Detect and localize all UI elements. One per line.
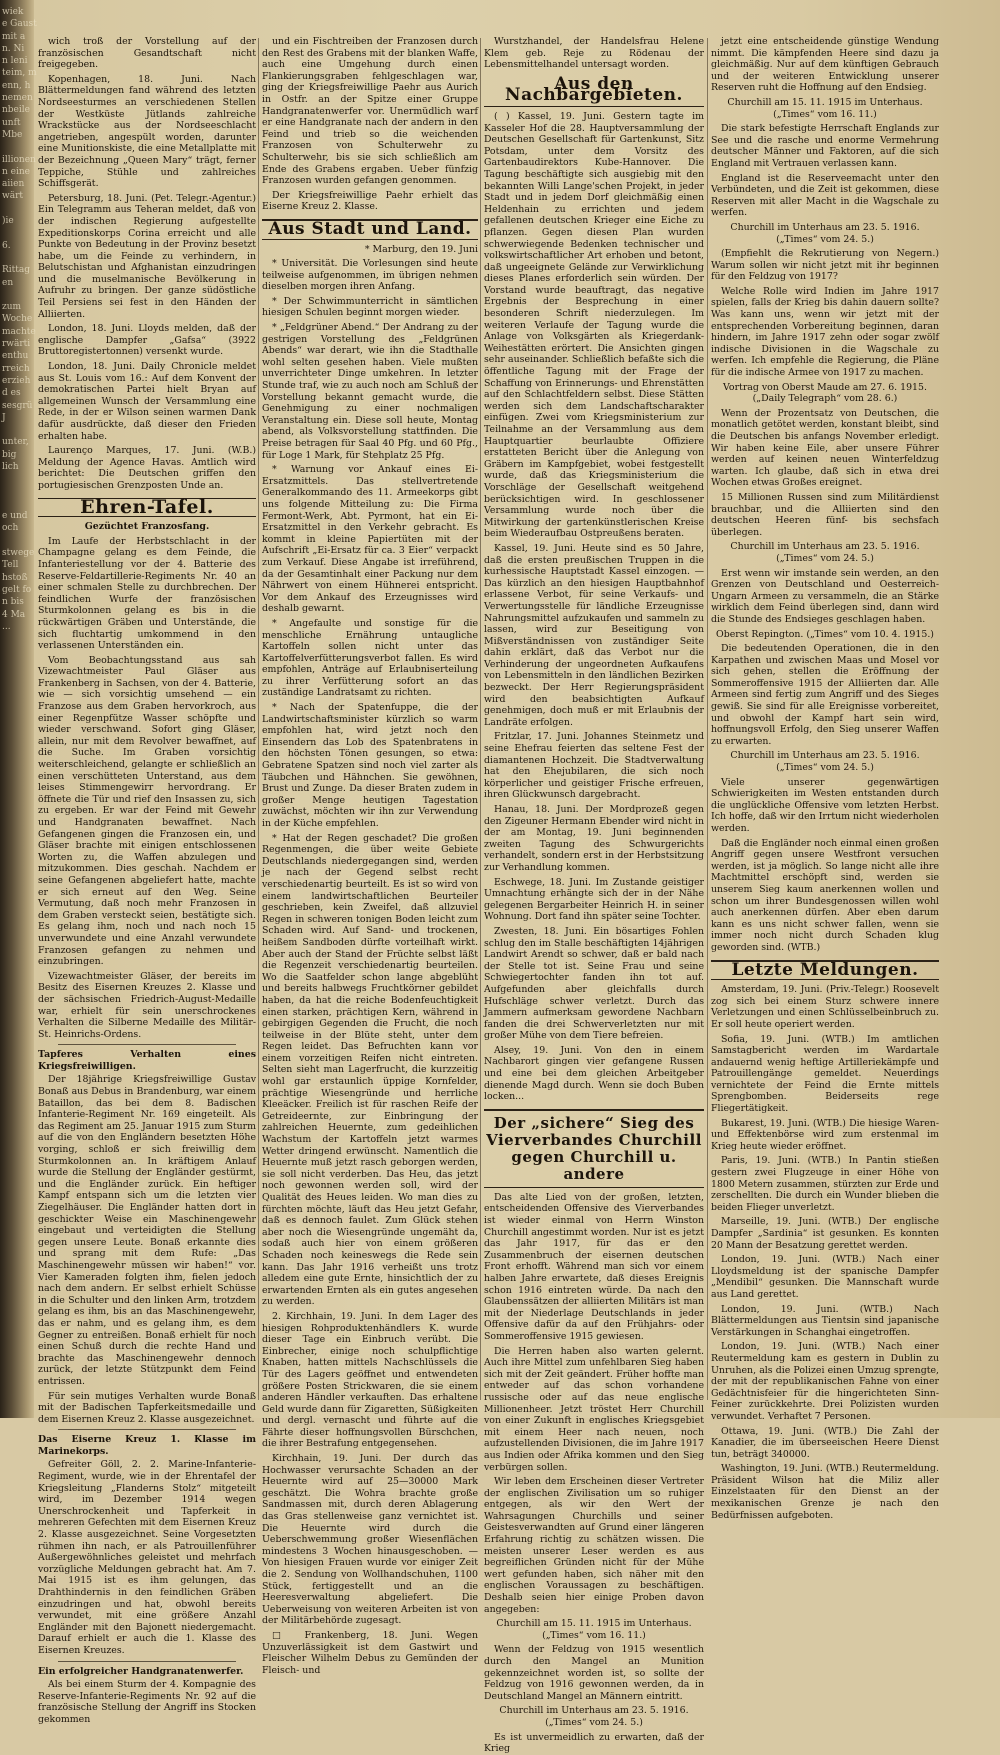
paragraph: * „Feldgrüner Abend.“ Der Andrang zu der gestrigen Vorstellung des „Feldgrünen Abends“ war derart, wie ihn die Stadthalle wohl selten gesehen haben. Viele mußten unverrichteter Dinge umkehren. In letzter Stunde traf, wie zu auch noch am Schluß der Vorstellung bekannt gemacht wurde, die Genehmigung zu einer nochmaligen Veranstaltung ein. Diese soll heute, Montag abend, als Volksvorstellung stattfinden. Die Preise betragen für Saal 40 Pfg. und 60 Pfg., für Loge 1 Mark, für Stehplatz 25 Pfg.	[262, 322, 478, 461]
paragraph: Wenn der Feldzug von 1915 wesentlich durch den Mangel an Munition gekennzeichnet worden ist, so sollte der Feldzug von 1916 gewonnen werden, da in Deutschland Mangel an Männern eintritt.	[484, 1644, 704, 1702]
paragraph: Der 18jährige Kriegsfreiwillige Gustav Bonaß aus Debus in Brandenburg, war einem Bataillon, das bei dem 8. Badischen Infanterie-Regiment Nr. 169 eingeteilt. Als das Regiment am 25. Januar 1915 zum Sturm auf die von den Engländern besetzten Höhe vorging, schloß er sich freiwillig dem Sturmkolonnen an. In kräftigem Anlauf wurde die Stellung der Engländer gestürmt, und die Engländer zurück. Ein heftiger Kampf entspann sich um die letzten vier Ziegelhäuser. Die Engländer hatten dort in geschickter Weise ein Maschinengewehr eingebaut und verteidigten die Stellung gegen unsere Leute. Bonaß erkannte dies und sprang mit dem Rufe: „Das Maschinengewehr müssen wir haben!“ vor. Vier Kameraden folgten ihm, fielen jedoch nach dem andern. Er selbst erhielt Schüsse in die Schulter und den linken Arm, trotzdem gelang es ihm, bis an das Maschinengewehr, das er nahm, und es gelang ihm, es dem Gegner zu entreißen. Bonaß erhielt für noch einen Schuß durch die rechte Hand und brachte das Maschinengewehr dennoch zurück, der letzte Stützpunkt dem Feind entrissen.	[38, 1074, 256, 1387]
paragraph: Paris, 19. Juni. (WTB.) In Pantin stießen gestern zwei Flugzeuge in einer Höhe von 1800 Metern zusammen, stürzten zur Erde und zerschellten. Die durch ein Wunder blieben die beiden Flieger unverletzt.	[711, 1155, 939, 1213]
paragraph: Die bedeutenden Operationen, die in den Karpathen und zwischen Maas und Mosel vor sich gehen, stellen die Eröffnung der Sommeroffensive 1915 der Alliierten dar. Alle Armeen sind fertig zum Angriff und des Sieges gewiß. Sie sind für alle Ereignisse vorbereitet, und obwohl der Kampf hart sein wird, hoffnungsvoll Erfolg, den Sieg unserer Waffen zu erwarten.	[711, 643, 939, 747]
paragraph: Die stark befestigte Herrschaft Englands zur See und die rasche und enorme Vermehrung deutscher Männer und Faktoren, auf die sich England mit Vertrauen verlassen kann.	[711, 123, 939, 169]
ehren-subheading: Gezüchtet Franzosfang.	[84, 521, 210, 533]
paragraph: Churchill am 15. 11. 1915 im Unterhaus. („Times“ vom 16. 11.)	[496, 1618, 692, 1641]
paragraph: Churchill am 15. 11. 1915 im Unterhaus. („Times“ vom 16. 11.)	[727, 96, 923, 120]
gutter-text: wiek e Gaust mit a n. Ni n leni teim, m enn, h nemen nbeile unft Mbe illionen n eine aiien wärt )ie 6. Rittag en zum Woche machte rwärti enthu rreich erzieh d es sesgrü J unter, big lich e und och stwege Tell hstoß gelt fo n bis 4 Ma ...	[2, 7, 37, 632]
paragraph: 2. Kirchhain, 19. Juni. In dem Lager des hiesigen Rohproduktenhändlers K. wurde dieser Tage ein Einbruch verübt. Die Einbrecher, einige noch schulpflichtige Knaben, hatten mittels Nachschlüssels die Tür des Lagers geöffnet und entwendeten größere Posten Strickwaren, die sie einem anderen Händler verkauften. Das erhaltene Geld wurde dann für Zigaretten, Süßigkeiten und dergl. vernascht und führte auf die Fährte dieser hoffnungsvollen Bürschchen, die ihrer Bestrafung entgegensehen.	[262, 1310, 478, 1450]
paragraph: * Angefaulte und sonstige für die menschliche Ernährung untaugliche Kartoffeln sollen nicht unter das Kartoffelverfütterungsverbot fallen. Es wird empfohlen, Anträge auf Erlaubniserteilung zu ihrer Verfütterung sofort an das zuständige Landratsamt zu richten.	[262, 617, 478, 699]
divider	[58, 1661, 236, 1662]
section-heading: Tapferes Verhalten eines Kriegsfreiwilligen.	[38, 1049, 256, 1072]
paragraph: * Warnung vor Ankauf eines Ei-Ersatzmittels. Das stellvertretende Generalkommando des 11. Armeekorps gibt uns folgende Mitteilung zu: Die Firma Fermont-Werk, Abt. Pyrmont, hat ein Ei-Ersatzmittel in den Verkehr gebracht. Es kommt in kleine Papiertüten mit der Aufschrift „Ei-Ersatz für ca. 3 Eier“ verpackt zum Verkauf. Diese Angabe ist irreführend, da der Gesamtinhalt einer Packung nur dem Nährwert von einem Hühnerei entspricht. Vor dem Ankauf des Erzeugnisses wird deshalb gewarnt.	[262, 464, 478, 615]
paragraph: ( ) Kassel, 19. Juni. Gestern tagte im Kasseler Hof die 28. Hauptversammlung der Deutschen Gesellschaft für Gartenkunst, Sitz Potsdam, unter dem Vorsitz des Gartenbaudirektors Kube-Hannover. Die Tagung beschäftigte sich ausgiebig mit den bekannten Willi Lange'schen Projekt, in jeder Stadt und in jedem Dorf gleichmäßig einen Heldenhain zu errichten und jedem gefallenen deutschen Krieger eine Eiche zu pflanzen. Gegen diesen Plan wurden schwerwiegende Bedenken technischer und volkswirtschaftlicher Art erhoben und betont, daß ungeeignete Gelände zur Verwirklichung dieses Planes erforderlich sein würden. Der Vorstand wurde beauftragt, das negative Ergebnis der Besprechung in einer besonderen Schrift niederzulegen. Im weiteren Verlaufe der Tagung wurde die Anlage von Volksgärten als Kriegerdank-Weihestätten erörtert. Die Ansichten gingen sehr auseinander. Schließlich befaßte sich die öffentliche Tagung mit der Frage der Schaffung von Erinnerungs- und Ehrenstätten auf den Schlachtfeldern selbst. Diese Stätten werden sich dem Landschaftscharakter einfügen. Zwei vom Kriegsministerium zur Teilnahme an der Versammlung aus dem Hauptquartier beurlaubte Offiziere erstatteten Bericht über die Anlegung von Gräbern im Kampfgebiet, wobei festgestellt wurde, daß das Kriegsministerium die Vorschläge der Gesellschaft weitgehend berücksichtigen wird. In geschlossener Versammlung wurde noch über die Mitwirkung der gartenkünstlerischen Kreise beim Wiederaufbau Ostpreußens beraten.	[484, 110, 704, 540]
paragraph: Petersburg, 18. Juni. (Pet. Telegr.-Agentur.) Ein Telegramm aus Teheran meldet, daß von der indischen Regierung aufgestellte Expeditionskorps Corina erreicht und alle Punkte von Bedeutung in der Provinz besetzt habe, um die Feinde zu verhindern, in Belutschistan und Afghanistan einzudringen und die muselmanische Bevölkerung in Aufruhr zu bringen. Der ganze südöstliche Teil Persiens sei fest in den Händen der Alliierten.	[38, 192, 256, 320]
paragraph: * Der Schwimmunterricht in sämtlichen hiesigen Schulen beginnt morgen wieder.	[262, 295, 478, 319]
column-4	[711, 36, 939, 1521]
ehren-tafel-heading: Ehren-Tafel.	[38, 498, 256, 518]
paragraph: Es ist unvermeidlich zu erwarten, daß der Krieg	[484, 1731, 704, 1755]
letzte-body	[711, 984, 939, 1521]
paragraph: Churchill im Unterhaus am 23. 5. 1916. („Times“ vom 24. 5.)	[499, 1705, 689, 1728]
ehren-body	[38, 536, 256, 1041]
left-gutter-fragment	[0, 0, 37, 1418]
paragraph: Viele unserer gegenwärtigen Schwierigkeiten im Westen entstanden durch die unglückliche Offensive vom letzten Herbst. Ich hoffe, daß wir den Irrtum nicht wiederholen werden.	[711, 776, 939, 834]
paragraph: Kopenhagen, 18. Juni. Nach Blättermeldungen fand während des letzten Nordseesturmes an verschiedenen Stellen der Westküste Jütlands zahlreiche Wrackstücke aus der Nordseeschlacht angetrieben, angespült worden, darunter eine Munitionskiste, die eine Metallplatte mit der Bezeichnung „Queen Mary“ trägt, ferner Teppiche, Stühle und zahlreiches Schiffsgerät.	[38, 73, 256, 190]
section-body	[38, 1459, 256, 1656]
paragraph: Bukarest, 19. Juni. (WTB.) Die hiesige Waren- und Effektenbörse wird zum erstenmal im Krieg heute wieder eröffnet.	[711, 1117, 939, 1152]
section-heading: Das Eiserne Kreuz 1. Klasse im Marinekorps.	[38, 1434, 256, 1457]
paragraph: London, 18. Juni. Daily Chronicle meldet aus St. Louis vom 16.: Auf dem Konvent der demokratischen Partei hielt Bryan auf allgemeinen Wunsch der Versammlung eine Rede, in der er Wilson seinen warmen Dank dafür ausdrückte, daß dieser den Frieden erhalten habe.	[38, 361, 256, 442]
paragraph: Die Herren haben also warten gelernt. Auch ihre Mittel zum unfehlbaren Sieg haben sich mit der Zeit geändert. Früher hoffte man entweder auf das schon vorhandene russische oder auf das neue englische Millionenheer. Jetzt tröstet Herr Churchill von einer Zukunft in englisches Kriegsgebiet mit einem Heer nach neuen, noch aufzustellenden Divisionen, die im Jahre 1917 aus Indien oder Afrika kommen und den Sieg verbürgen sollen.	[484, 1345, 704, 1473]
col1-top-news	[38, 36, 256, 492]
paragraph: Gefreiter Göll, 2. 2. Marine-Infanterie-Regiment, wurde, wie in der Ehrentafel der Kriegsleitung „Flanderns Stolz“ mitgeteilt wird, im Dezember 1914 wegen Unerschrockenheit und Tapferkeit in mehreren Gefechten mit dem Eisernen Kreuz 2. Klasse ausgezeichnet. Seine Vorgesetzten rühmen ihn nach, er als Patrouillenführer Außergewöhnliches geleistet und mehrfach vorzügliche Meldungen gebracht hat. Am 7. Mai 1915 ist es ihm gelungen, das Drahthindernis in den feindlichen Gräben einzudringen und hat, obwohl bereits verwundet, mit eine größere Anzahl Engländer mit den Bajonett niedergemacht. Darauf erhielt er auch die 1. Klasse des Eisernen Kreuzes.	[38, 1459, 256, 1656]
paragraph: Der Kriegsfreiwillige Paehr erhielt das Eiserne Kreuz 2. Klasse.	[262, 189, 478, 213]
stadt-body	[262, 258, 478, 1308]
paragraph: Washington, 19. Juni. (WTB.) Reutermeldung. Präsident Wilson hat die Miliz aller Einzelstaaten für den Dienst an der mexikanischen Grenze je nach den Bedürfnissen aufgeboten.	[711, 1463, 939, 1521]
paragraph: Vizewachtmeister Gläser, der bereits im Besitz des Eisernen Kreuzes 2. Klasse und der sächsischen Friedrich-August-Medaille war, erhielt für sein unerschrockenes Verhalten die Silberne Medaille des Militär-St. Heinrichs-Ordens.	[38, 970, 256, 1040]
column-1	[38, 36, 256, 1725]
paragraph: Kirchhain, 19. Juni. Der durch das Hochwasser verursachte Schaden an der Heuernte wird auf 25—30000 Mark geschätzt. Die Wohra brachte große Sandmassen mit, durch deren Ablagerung das Gras stellenweise ganz vernichtet ist. Die Heuernte wird durch die Ueberschwemmung großer Wiesenflächen mindestens 3 Wochen hinausgeschoben. — Von hiesigen Frauen wurde vor einiger Zeit die 2. Sendung von Wollhandschuhen, 1100 Stück, fertiggestellt und an die Heeresverwaltung abgeliefert. Die Ueberweisung von weiteren Arbeiten ist von der Militärbehörde zugesagt.	[262, 1453, 478, 1627]
paragraph: Churchill im Unterhaus am 23. 5. 1916. („Times“ vom 24. 5.)	[730, 221, 920, 245]
paragraph: Wurstzhandel, der Handelsfrau Helene Klem geb. Reje zu Rödenau der Lebensmittelhandel untersagt worden.	[484, 36, 704, 71]
paragraph: Wenn der Prozentsatz von Deutschen, die monatlich getötet werden, konstant bleibt, sind die Deutschen bis anfangs November erledigt. Wir haben keine Eile, aber unsere Führer werden auf keinen neuen Winterfeldzug warten. Ich glaube, daß sich in etwa drei Wochen etwas Großes ereignet.	[711, 407, 939, 489]
paragraph: Für sein mutiges Verhalten wurde Bonaß mit der Badischen Tapferkeitsmedaille und dem Eisernen Kreuz 2. Klasse ausgezeichnet.	[38, 1390, 256, 1425]
kirch-body	[262, 1311, 478, 1676]
paragraph: Alsey, 19. Juni. Von den in einem Nachbarort gingen vier gefangene Russen und eine bei dem gleichen Arbeitgeber dienende Magd durch. Wenn sie doch Buben locken...	[484, 1044, 704, 1103]
paragraph: Welche Rolle wird Indien im Jahre 1917 spielen, falls der Krieg bis dahin dauern sollte? Was kann uns, wenn wir jetzt mit der entsprechenden Vorbereitung beginnen, daran hindern, im Jahre 1917 zehn oder sogar zwölf indische Divisionen in die Wagschale zu werfen. Ich empfehle die Regierung, die Pläne für die indische Armee von 1917 zu machen.	[711, 285, 939, 379]
paragraph: Ottawa, 19. Juni. (WTB.) Die Zahl der Kanadier, die im überseeischen Heere Dienst tun, beträgt 340000.	[711, 1425, 939, 1460]
paragraph: England ist die Reserveemacht unter den Verbündeten, und die Zeit ist gekommen, diese Reserven mit aller Macht in die Wagschale zu werfen.	[711, 172, 939, 219]
paragraph: (Empfiehlt die Rekrutierung von Negern.) Warum sollen wir nicht jetzt mit ihr beginnen für den Feldzug von 1917?	[711, 248, 939, 283]
paragraph: Hanau, 18. Juni. Der Mordprozeß gegen den Zigeuner Hermann Ebender wird nicht in der am Montag, 19. Juni beginnenden zweiten Tagung des Schwurgerichts verhandelt, sondern erst in der Herbstsitzung zur Verhandlung kommen.	[484, 804, 704, 873]
paragraph: Das alte Lied von der großen, letzten, entscheidenden Offensive des Vierverbandes ist wieder einmal von Herrn Winston Churchill angestimmt worden. Nur ist es jetzt das Jahr 1917, für das er den Zusammenbruch der eisernen deutschen Front erhofft. Während man sich vor einem halben Jahre erwartete, daß dieses Ereignis schon 1916 eintreten würde. Da nach den Glaubenssätzen der alliierten Militärs ist man mit der Niederlage Deutschlands in jeder Offensive dafür da auf den Frühjahrs- oder Sommeroffensive 1915 gewiesen.	[484, 1191, 704, 1342]
nachbargebiete-heading: Aus den Nachbargebieten.	[484, 77, 704, 107]
paragraph: Vortrag von Oberst Maude am 27. 6. 1915. („Daily Telegraph“ vom 28. 6.)	[723, 381, 927, 405]
paragraph: Oberst Repington. („Times“ vom 10. 4. 1915.)	[716, 628, 934, 640]
section-heading: Ein erfolgreicher Handgranatenwerfer.	[38, 1665, 244, 1677]
column-rule	[707, 38, 708, 1400]
paragraph: Sofia, 19. Juni. (WTB.) Im amtlichen Samstagbericht werden im Wardartale andauernd wenig heftige Artilleriekämpfe und Patrouillengänge gemeldet. Neuerdings vernichtete der Feind die Ernte mittels Sprengbomben. Beiderseits rege Fliegertätigkeit.	[711, 1033, 939, 1115]
col3-top-news	[484, 36, 704, 71]
paragraph: □ Frankenberg, 18. Juni. Wegen Unzuverlässigkeit ist dem Gastwirt und Fleischer Wilhelm Debus zu Gemünden der Fleisch- und	[262, 1629, 478, 1676]
section-body	[38, 1074, 256, 1425]
paragraph: London, 18. Juni. Lloyds melden, daß der englische Dampfer „Gafsa“ (3922 Bruttoregistertonnen) versenkt wurde.	[38, 323, 256, 358]
column-3	[484, 36, 704, 1755]
paragraph: Laurenço Marques, 17. Juni. (W.B.) Meldung der Agence Havas. Amtlich wird berichtet: Die Deutschen griffen den portugiesischen Grenzposten Unde an.	[38, 445, 256, 491]
paragraph: Kassel, 19. Juni. Heute sind es 50 Jahre, daß die ersten preußischen Truppen in die kurhessische Hauptstadt Kassel einzogen. — Das kürzlich an den hiesigen Hauptbahnhof erlassene Verbot, für seine Verkaufs- und Verwertungsstelle für ländliche Erzeugnisse Nahrungsmittel aufzukaufen und sammeln zu lassen, wird zur Beseitigung von Mißverständnissen von zuständiger Seite dahin erklärt, daß das Verbot nur die Verhinderung der ungeordneten Aufkaufens von Lebensmitteln in den ländlichen Bezirken bezweckt. Der Herr Regierungspräsident wird den beabsichtigten Aufkauf genehmigen, doch muß er mit Erlaubnis der Landräte erfolgen.	[484, 542, 704, 728]
paragraph: London, 19. Juni. (WTB.) Nach Blättermeldungen aus Tientsin sind japanische Verstärkungen in Schanghai eingetroffen.	[711, 1303, 939, 1338]
paragraph: Fritzlar, 17. Juni. Johannes Steinmetz und seine Ehefrau feierten das seltene Fest der diamantenen Hochzeit. Die Stadtverwaltung hat den Ehejubilaren, die sich noch körperlicher und geistiger Frische erfreuen, ihren Glückwunsch dargebracht.	[484, 731, 704, 801]
paragraph: * Hat der Regen geschadet? Die großen Regenmengen, die über weite Gebiete Deutschlands niedergegangen sind, werden je nach der Gegend selbst recht verschiedenartig beurteilt. Es ist so wird von einem landwirtschaftlichen Beurteiler geschrieben, kein Zweifel, daß allzuviel Regen in schweren tonigen Boden leicht zum Schaden wird. Auf Sand- und trockenen, heißem Sandboden dürfte vorteilhaft wirkt. Aber auch der Stand der Früchte selbst läßt die Regenzeit verschiedenartig beurteilen. Wo die Saatfelder schon lange abgeblüht und bereits halbwegs Fruchtkörner gebildet haben, da hat die reiche Bodenfeuchtigkeit einen starken, prächtigen Kern, während in gebirgigen Gegenden die Frucht, die noch teilweise in der Blüte steht, unter dem Regen leidet. Das Befruchten kann vor einem vorzeitigen Reifen nicht eintreten. Selten sieht man Lagerfrucht, die kurzzeitig wohl gar erstaunlich üppige Kornfelder, prächtige Wiesengründe und herrliche Kleeäcker. Freilich ist für raschen Reife der Getreideernte, zur Einbringung der zahlreichen Heuernte, zum gedeihlichen Wachstum der Kartoffeln jetzt warmes Wetter dringend erwünscht. Namentlich die Heuernte muß jetzt rasch geborgen werden, sie soll nicht verderben. Das Heu, das jetzt noch gewonnen werden soll, wird der Qualität des Heues leiden. Wo man dies zu fürchten möchte, läuft das Heu jetzt Gefahr, daß es dennoch faulet. Zum Glück stehen aber noch die Wiesengründe ungemäht da, sodaß auch hier von einem größeren Schaden noch keineswegs die Rede sein kann. Das Jahr 1916 verheißt uns trotz alledem eine gute Ernte, hinsichtlich der zu erwartenden Ernten als ein gutes angesehen zu werden.	[262, 832, 478, 1308]
letzte-meldungen-heading: Letzte Meldungen.	[711, 960, 939, 981]
paragraph: London, 19. Juni. (WTB.) Nach einer Reutermeldung kam es gestern in Dublin zu Unruhen, als die Polizei einen Umzug sprengte, der mit der republikanischen Fahne von einer Gedächtnisfeier für die hingerichteten Sinn-Feiner zurückkehrte. Drei Polizisten wurden verwundet. Verhaftet 7 Personen.	[711, 1341, 939, 1422]
sieg-heading: Der „sichere“ Sieg des Vierverbandes Churchill gegen Churchill u. andere	[484, 1109, 704, 1188]
col4-top	[711, 36, 939, 954]
column-2	[262, 36, 478, 1676]
paragraph: wich troß der Vorstellung auf der französischen Gesandtschaft nicht freigegeben.	[38, 36, 256, 71]
divider	[58, 1429, 236, 1430]
paragraph: * Nach der Spatenfuppe, die der Landwirtschaftsminister kürzlich so warm empfohlen hat, wird jetzt noch den Einsendern das Lob des Spatenbratens in den höchsten Tönen gesungen, so etwa: Gebratene Spatzen sind noch viel zarter als Täubchen und Hähnchen. Sie gewöhnen, Brust und Zunge. Da dieser Braten zudem in großer Menge heutigen Tagestation zuwächst, möchten wir ihn zur Verwendung in der Küche empfehlen.	[262, 702, 478, 829]
section-body	[38, 1679, 256, 1725]
paragraph: Vom Beobachtungsstand aus sah Vizewachtmeister Paul Gläser aus Frankenberg in Sachsen, von der 4. Batterie, wie — sich vorsichtig umsehend — ein Franzose aus dem Graben hervorkroch, aus einer Regenpfütze Wasser schöpfte und wieder verschwand. Sofort ging Gläser, allein, nur mit dem Revolver bewaffnet, auf die Suche. Im Graben vorsichtig weiterschleichend, gelangte er schließlich an einen verschütteten Unterstand, aus dem leises Stimmengewirr hervordrang. Er öffnete die Tür und rief den Insassen zu, sich zu ergeben. Er war der Feind mit Gewehr und Handgranaten bewaffnet. Nach Gefangenen gingen die Franzosen ein, und Gläser brachte mit einigen entschlossenen Worten zu, die Waffen abzulegen und mitzukommen. Dies geschah. Nachdem er seine Gefangenen abgeliefert hatte, machte er sich erneut auf den Weg. Seine Vermutung, daß noch mehr Franzosen in dem Graben versteckt seien, bestätigte sich. Es gelang ihm, noch und nach noch 15 unverwundete und eine Anzahl verwundete Franzosen gefangen zu nehmen und einzubringen.	[38, 654, 256, 968]
column-rule	[258, 38, 259, 1400]
paragraph: * Universität. Die Vorlesungen sind heute teilweise aufgenommen, im übrigen nehmen dieselben morgen ihren Anfang.	[262, 258, 478, 293]
paragraph: Als bei einem Sturm der 4. Kompagnie des Reserve-Infanterie-Regiments Nr. 92 auf die französische Stellung der Angriff ins Stocken gekommen	[38, 1679, 256, 1725]
paragraph: und ein Fischtreiben der Franzosen durch den Rest des Grabens mit der blanken Waffe, auch eine Umgehung durch einen Flankierungsgraben fehlgeschlagen war, ging der Kriegsfreiwillige Paehr aus Aurich in Ostfr. an der Spitze einer Gruppe Handgranatenwerfer vor. Unermüdlich warf er eine Handgranate nach der andern in den Feind und trieb so die weichenden Franzosen von Schulterwehr zu Schulterwehr, bis sie sich schließlich am Ende des Grabens ergaben. Ueber fünfzig Franzosen wurden gefangen genommen.	[262, 36, 478, 187]
paragraph: Daß die Engländer noch einmal einen großen Angriff gegen unsere Westfront versuchen werden, ist ja möglich. So lange nicht alle ihre Machtmittel erschöpft sind, werden sie unserem Sieg kaum anerkennen wollen und schon um ihrer Bundesgenossen willen wohl auch anerkennen dürfen. Aber eben darum kann es uns nicht schwer fallen, wenn sie immer noch nicht durch Schaden klug geworden sind. (WTB.)	[711, 837, 939, 953]
stadt-land-heading: Aus Stadt und Land.	[262, 219, 478, 240]
paragraph: Erst wenn wir imstande sein werden, an den Grenzen von Deutschland und Oesterreich-Ungarn Armeen zu versammeln, die an Stärke wirklich dem Feind überlegen sind, dann wird die Stunde des Endsieges geschlagen haben.	[711, 567, 939, 625]
paragraph: Eschwege, 18. Juni. Im Zustande geistiger Umnachtung erhängte sich der in der Nähe gelegenen Bergarbeiter Heinrich H. in seiner Wohnung. Dort fand ihn später seine Tochter.	[484, 876, 704, 923]
paragraph: Churchill im Unterhaus am 23. 5. 1916. („Times“ vom 24. 5.)	[730, 541, 920, 564]
paragraph: Im Laufe der Herbstschlacht in der Champagne gelang es dem Feinde, die Infanteriestellung vor der 4. Batterie des Reserve-Feldartillerie-Regiments Nr. 40 an einer schmalen Stelle zu durchbrechen. Der feindlichen Wurfe der französischen Sturmkolonnen gelang es bis in die rückwärtigen Gräben und Unterstände, die sich fluchtartig umkommend in den verlassenen Unterständen ein.	[38, 535, 256, 652]
paragraph: jetzt eine entscheidende günstige Wendung nimmt. Die kämpfenden Heere sind dazu ja gleichmäßig. Nur auf dem künftigen Gebrauch und der weiteren Entwicklung unserer Reserven ruht die Hoffnung auf den Endsieg.	[711, 36, 939, 94]
paragraph: Amsterdam, 19. Juni. (Priv.-Telegr.) Roosevelt zog sich bei einem Sturz schwere innere Verletzungen und einen Schlüsselbeinbruch zu. Er soll heute operiert werden.	[711, 984, 939, 1030]
paragraph: Churchill im Unterhaus am 23. 5. 1916. („Times“ vom 24. 5.)	[730, 750, 920, 774]
paragraph: London, 19. Juni. (WTB.) Nach einer Lloydsmeldung ist der spanische Dampfer „Mendibil“ gesunken. Die Mannschaft wurde aus Land gerettet.	[711, 1254, 939, 1300]
paragraph: Wir leben dem Erscheinen dieser Vertreter der englischen Zivilisation um so ruhiger entgegen, als wir den Wert der Wahrsagungen Churchills und seiner Geistesverwandten auf Grund einer längeren Erfahrung richtig zu schätzen wissen. Die meisten unserer Leser werden es aus begreiflichen Gründen nicht für der Mühe wert gefunden haben, sich näher mit den englischen Voraussagen zu beschäftigen. Deshalb seien hier einige Proben davon angegeben:	[484, 1476, 704, 1615]
column-rule	[480, 38, 481, 1400]
divider	[58, 1044, 236, 1045]
paragraph: Zwesten, 18. Juni. Ein bösartiges Fohlen schlug den im Stalle beschäftigten 14jährigen Landwirt Arendt so schwer, daß er bald nach der Stelle tot ist. Seine Frau und seine Schwiegertochter fanden ihn tot auf. Aufgefunden aber gleichfalls durch Hufschläge schwer verletzt. Durch das Jammern aufmerksam gewordene Nachbarn fanden die drei Schwerverletzten nur mit großer Mühe von dem Tiere befreien.	[484, 925, 704, 1042]
sieg-body	[484, 1192, 704, 1755]
dateline: * Marburg, den 19. Juni	[364, 243, 478, 255]
paragraph: Marseille, 19. Juni. (WTB.) Der englische Dampfer „Sardinia“ ist gesunken. Es konnten 20 Mann der Besatzung gerettet werden.	[711, 1216, 939, 1251]
paragraph: 15 Millionen Russen sind zum Militärdienst brauchbar, und die Alliierten sind den deutschen Heeren fünf- bis sechsfach überlegen.	[711, 491, 939, 538]
nach-body	[484, 111, 704, 1103]
col2-top-news	[262, 36, 478, 213]
